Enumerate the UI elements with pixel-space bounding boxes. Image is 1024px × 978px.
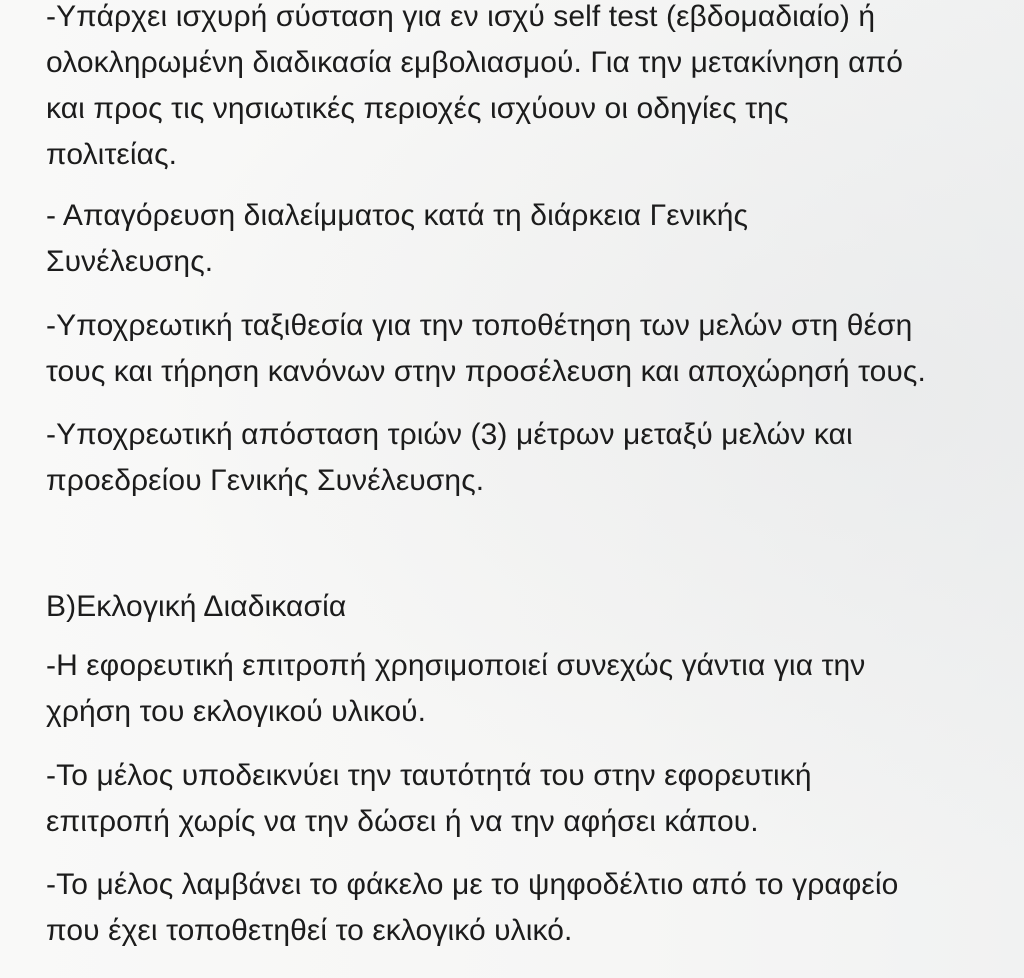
text-line: Συνέλευσης. bbox=[46, 245, 214, 278]
text-line: πολιτείας. bbox=[46, 138, 178, 171]
text-line: τους και τήρηση κανόνων στην προσέλευση και αποχώρησή τους. bbox=[46, 355, 926, 388]
paragraph-identity-display bbox=[46, 753, 984, 845]
text-line: επιτροπή χωρίς να την δώσει ή να την αφήσει κάπου. bbox=[46, 805, 759, 838]
text-line: -Υπάρχει ισχυρή σύσταση για εν ισχύ self test (εβδομαδιαίο) ή bbox=[46, 0, 876, 33]
text-line: ολοκληρωμένη διαδικασία εμβολιασμού. Για την μετακίνηση από bbox=[46, 46, 904, 79]
text-line: προεδρείου Γενικής Συνέλευσης. bbox=[46, 464, 485, 497]
section-heading-text: Β)Εκλογική Διαδικασία bbox=[46, 590, 347, 623]
paragraph-vaccination-recommendation bbox=[46, 0, 984, 178]
paragraph-break-prohibition bbox=[46, 193, 984, 285]
paragraph-mandatory-seating bbox=[46, 303, 984, 395]
text-line: -Υποχρεωτική ταξιθεσία για την τοποθέτηση των μελών στη θέση bbox=[46, 309, 913, 342]
text-line: -Το μέλος υποδεικνύει την ταυτότητά του στην εφορευτική bbox=[46, 759, 812, 792]
text-line: -Υποχρεωτική απόσταση τριών (3) μέτρων μεταξύ μελών και bbox=[46, 418, 853, 451]
text-line: και προς τις νησιωτικές περιοχές ισχύουν οι οδηγίες της bbox=[46, 92, 789, 125]
text-line: χρήση του εκλογικού υλικού. bbox=[46, 695, 427, 728]
text-line: -Το μέλος λαμβάνει το φάκελο με το ψηφοδέλτιο από το γραφείο bbox=[46, 868, 899, 901]
paragraph-mandatory-distance bbox=[46, 412, 984, 504]
paragraph-ballot-envelope bbox=[46, 862, 984, 954]
text-line: που έχει τοποθετηθεί το εκλογικό υλικό. bbox=[46, 914, 573, 947]
text-line: -Η εφορευτική επιτροπή χρησιμοποιεί συνεχώς γάντια για την bbox=[46, 649, 866, 682]
text-line: - Απαγόρευση διαλείμματος κατά τη διάρκεια Γενικής bbox=[46, 199, 749, 232]
section-heading bbox=[46, 584, 984, 630]
paragraph-committee-gloves bbox=[46, 643, 984, 735]
